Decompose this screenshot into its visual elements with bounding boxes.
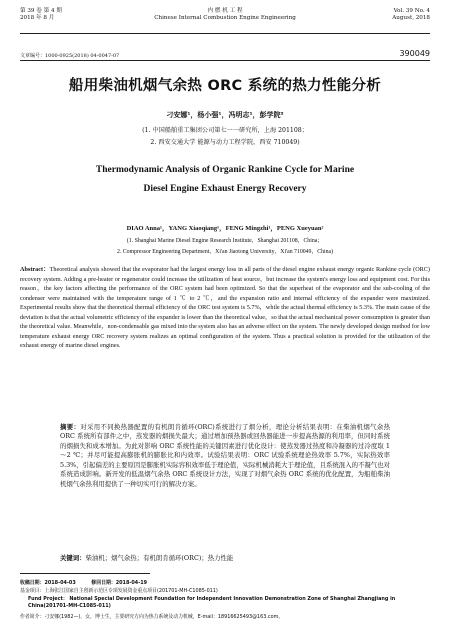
title-cn: 船用柴油机烟气余热 ORC 系统的热力性能分析 — [68, 78, 382, 94]
abstract-cn-label: 摘要： — [60, 423, 81, 431]
keywords-cn — [60, 553, 390, 562]
footnote-author: 作者简介：刁安娜(1982—)，女，博士生，主要研究方向为热力系统及动力机械，E-mail：18916625493@163.com。 — [20, 614, 284, 620]
authors-cn: 刁安娜¹，杨小强¹，冯明志¹，彭学院² — [166, 111, 284, 119]
revised-date: 修回日期：2018-04-19 — [91, 580, 148, 586]
journal-name-cn: 内 燃 机 工 程 — [207, 8, 243, 14]
footnote-rule — [20, 573, 150, 574]
abstract-en-label: Abstract： — [20, 266, 50, 273]
footnote-fund-en — [20, 596, 430, 610]
affiliation-cn-2: 2. 西安交通大学 能源与动力工程学院，西安 710049) — [150, 139, 300, 146]
article-rule — [20, 60, 430, 61]
abstract-en — [20, 265, 430, 351]
date-en: August, 2018 — [392, 15, 430, 21]
footnote-dates — [20, 580, 430, 587]
affiliation-cn-1: (1. 中国船舶重工集团公司第七一一研究所，上海 201108； — [142, 127, 308, 134]
page-code: 390049 — [399, 49, 430, 58]
title-en-line-2: Diesel Engine Exhaust Energy Recovery — [143, 184, 307, 194]
journal-name-en: Chinese Internal Combustion Engine Engineering — [154, 15, 296, 21]
authors-en: DIAO Anna¹，YANG Xiaoqiang¹，FENG Mingzhi¹，PENG Xueyuan² — [126, 225, 324, 232]
abstract-en-text: Theoretical analysis showed that the evaporator had the largest energy loss in all parts of the diesel engine exhaust energy organic Rankine cycle (ORC) recovery system. Adding a pre-heater or regenerator could increase the utilization of heat source，but increase the system's energy loss and equipment cost. For this reason，the key factors affecting the performance of the ORC system had been optimized. So that the superheat of the evaporator and the sub-cooling of the condenser were maintained with the temperature range of 1 ℃ to 2 ℃，and the expansion ratio and internal efficiency of the expander were maximized. Experimental results show that the theoretical thermal efficiency of the ORC test system is 5.7%，while the actual thermal efficiency is 5.3%. The main cause of the deviation is that the actual volumetric efficiency of the expander is lower than the theoretical value，so that the actual mechanical power consumption is greater than the theoretical value. Meanwhile，non-condensable gas mixed into the system also has an adverse effect on the system. The newly developed design method for low temperature exhaust energy ORC recovery system realizes an optimal configuration of the system. Thus a practical solution is provided for the utilization of the exhaust energy of marine diesel engines. — [20, 266, 430, 350]
fund-en-text: National Special Development Foundation for Independent Innovation Demonstration Zone of Shanghai Zhangjiang in China(201701-MH-C1085-011) — [28, 596, 396, 609]
affiliation-en-1: (1. Shanghai Marine Diesel Engine Research Institute，Shanghai 201108，China； — [126, 238, 324, 244]
header-right — [392, 8, 430, 22]
date-cn: 2018 年 8 月 — [20, 15, 55, 21]
header-rule — [20, 33, 430, 34]
article-number: 文章编号：1000-0925(2018) 04-0047-07 — [20, 53, 120, 59]
keywords-label: 关键词： — [60, 554, 86, 562]
received-date: 收稿日期：2018-04-03 — [20, 580, 76, 586]
header-center — [20, 8, 430, 22]
affiliation-en-2: 2. Compressor Engineering Department，Xi'an Jiaotong University，Xi'an 710049，China) — [116, 249, 334, 255]
abstract-cn — [60, 423, 390, 489]
running-header — [20, 8, 430, 32]
abstract-cn-text: 对采用不同换热器配置的有机朗肯循环(ORC)系统进行了烟分析，理论分析结果表明：在柴油机烟气余热 ORC 系统所有部件之中，蒸发器的烟损失最大；通过增加预热器或回热器能进一步提高热源的利用率，但同时系统的烟损失和成本增加。为此对影响 ORC 系统性能的关键因素进行优化设计：使蒸发器过热度和冷凝器的过冷度取 1～2 ℃；并尽可能提高膨胀机的膨胀比和内效率。试验结果表明：ORC 试验系统理论热效率 5.7%，实际热效率 5.3%，引起偏差的主要原因是膨胀机实际容积效率低于理论值，实际机械消耗大于理论值，且系统混入的不凝气也对系统造成影响。新开发的低温烟气余热 ORC 系统设计方法，实现了对烟气余热 ORC 系统的优化配置，为船舶柴油机烟气余热利用提供了一种切实可行的解决方案。 — [60, 423, 391, 488]
keywords-text: 柴油机；烟气余热；有机朗肯循环(ORC)；热力性能 — [85, 554, 234, 562]
fund-en-label: Fund Project： — [28, 596, 68, 602]
volume-en: Vol. 39 No. 4 — [393, 8, 430, 14]
footnote-fund-cn: 基金项目：上海张江国家自主创新示范区专项发展资金重点项目(201701-MH-C1085-011) — [20, 588, 218, 594]
title-en-line-1: Thermodynamic Analysis of Organic Rankine Cycle for Marine — [95, 165, 355, 175]
volume-cn: 第 39 卷 第 4 期 — [20, 8, 62, 14]
